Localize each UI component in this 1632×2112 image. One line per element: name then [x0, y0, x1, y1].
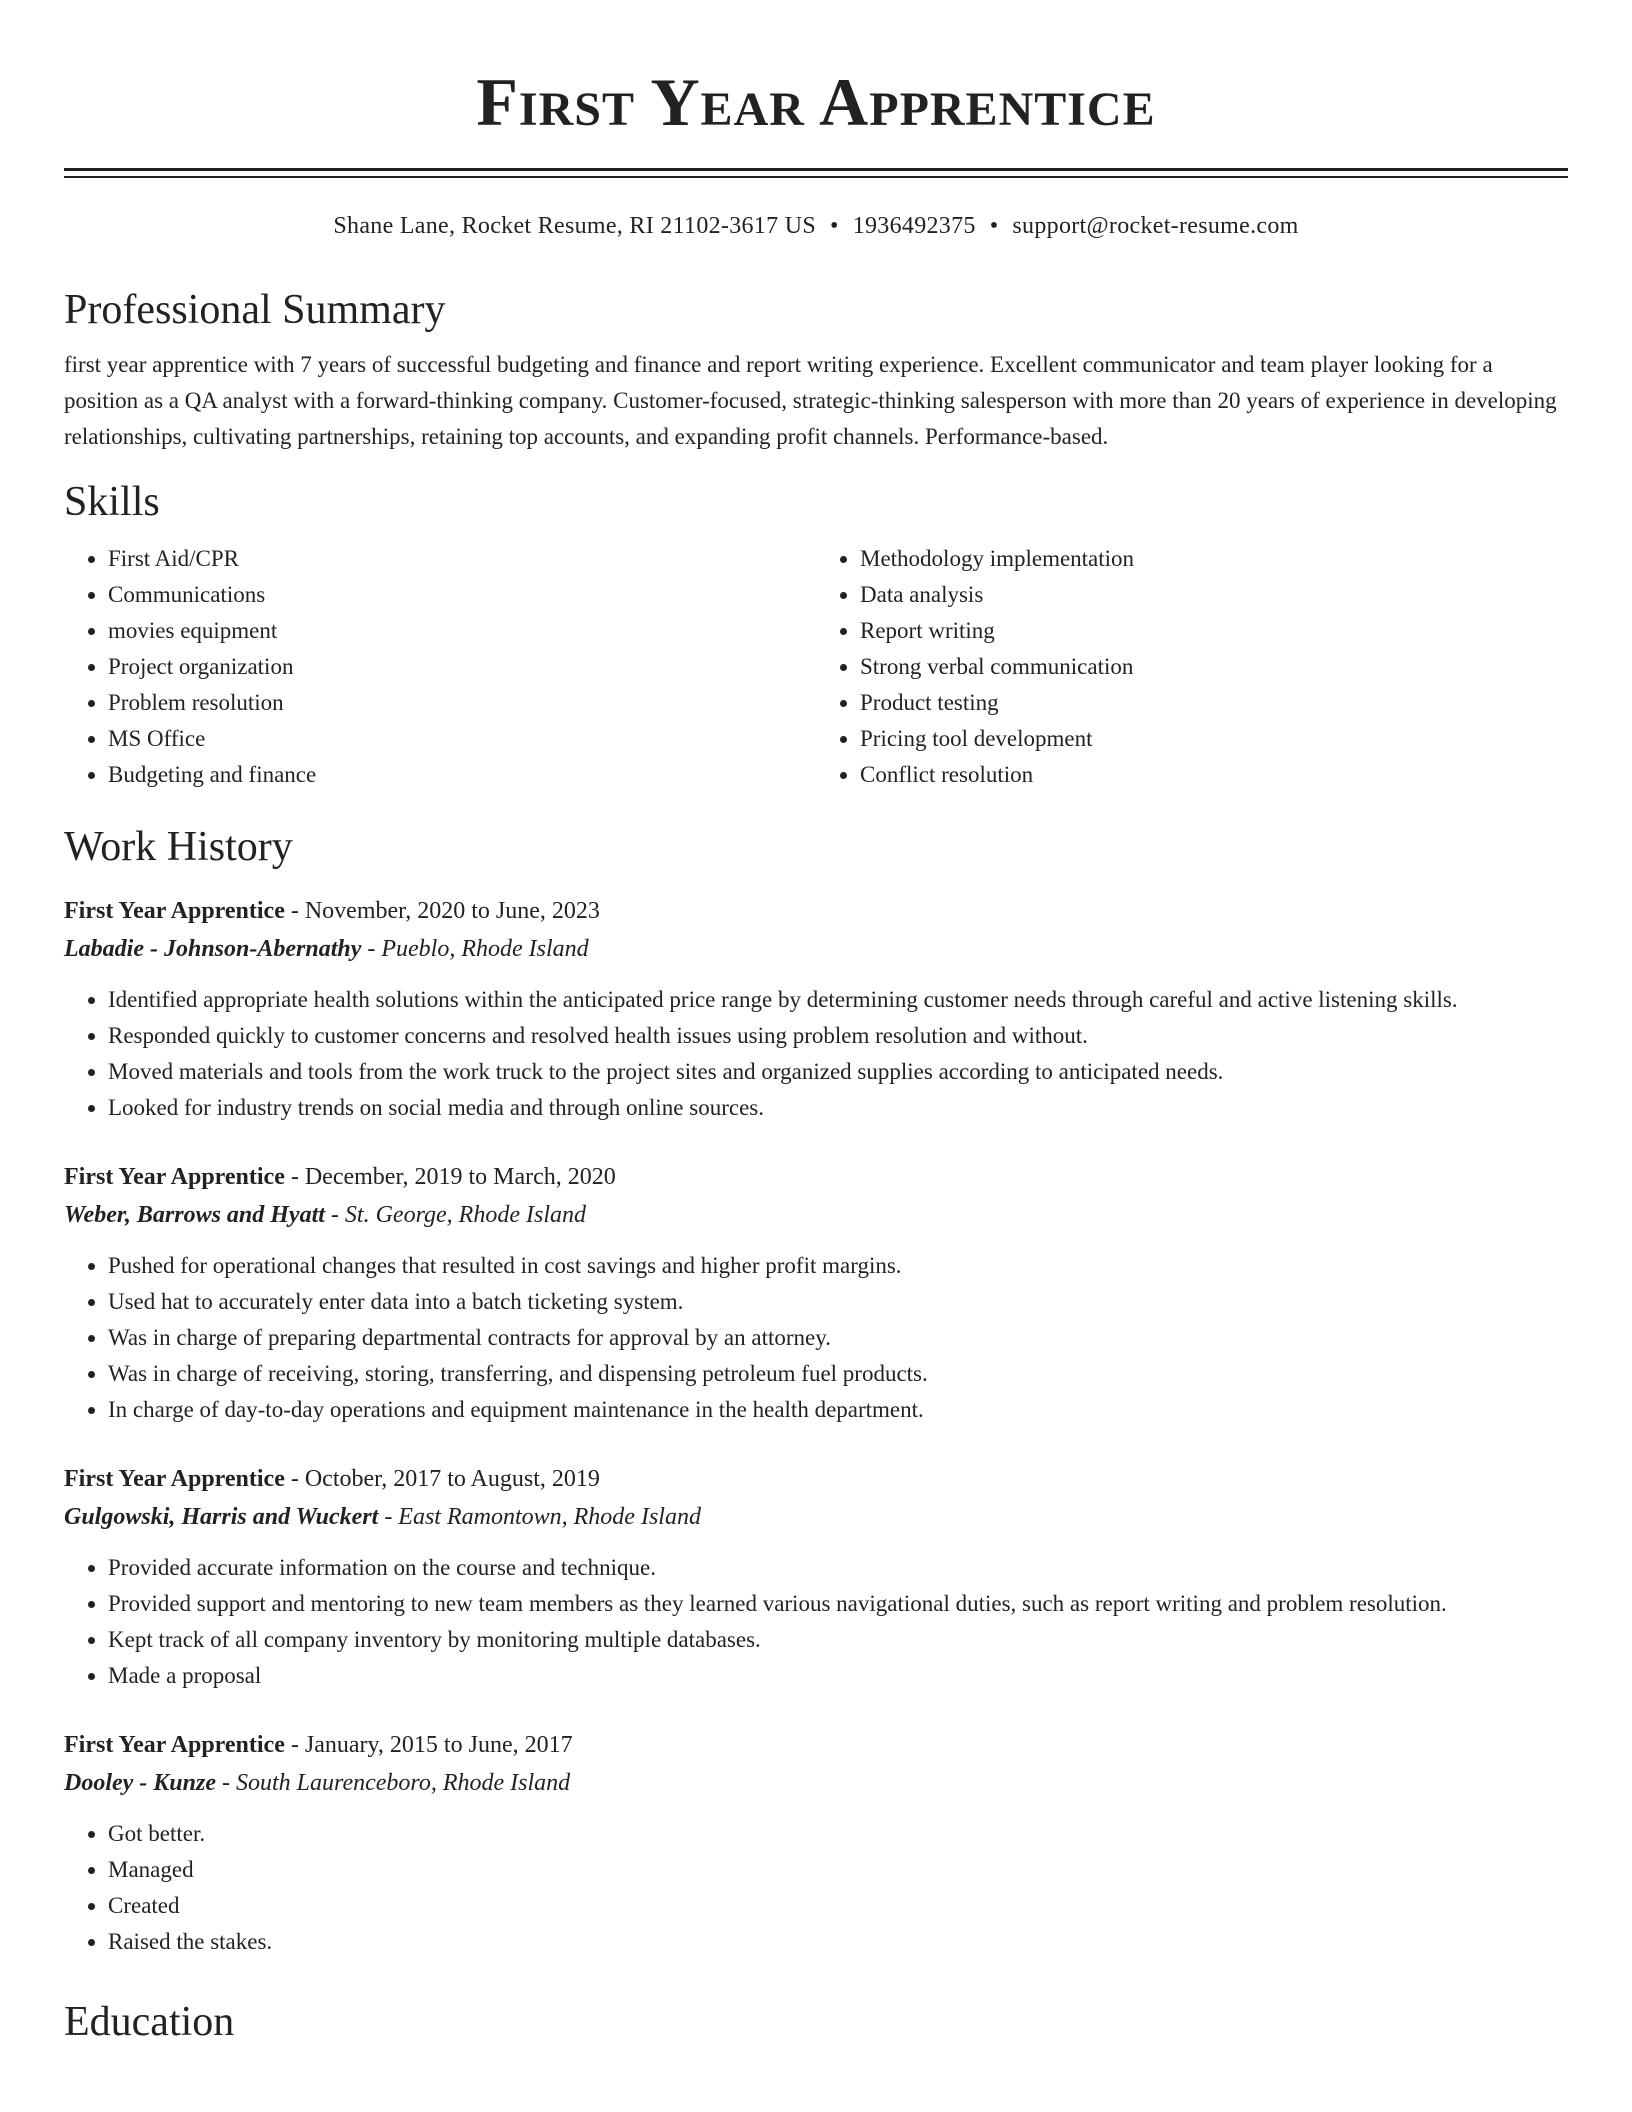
job-company: Dooley - Kunze — [64, 1770, 216, 1796]
skill-item: • Methodology implementation — [860, 541, 1568, 577]
job-employer — [64, 930, 1568, 968]
job-bullet: • Provided support and mentoring to new team members as they learned various navigational duties, such as report writing and problem resolution. — [108, 1586, 1568, 1622]
contact-email: support@rocket-resume.com — [1012, 213, 1299, 239]
job-company: Gulgowski, Harris and Wuckert — [64, 1504, 379, 1530]
job-bullet: • In charge of day-to-day operations and equipment maintenance in the health department. — [108, 1392, 1568, 1428]
job-bullet: • Raised the stakes. — [108, 1924, 1568, 1960]
job-bullets — [64, 1248, 1568, 1428]
header-divider-thick — [64, 168, 1568, 171]
job-location: - East Ramontown, Rhode Island — [378, 1504, 701, 1530]
skill-item: • Problem resolution — [108, 685, 816, 721]
job-dates: - December, 2019 to March, 2020 — [284, 1164, 616, 1190]
job-bullets — [64, 982, 1568, 1126]
job-title: First Year Apprentice — [64, 1164, 285, 1190]
contact-separator: • — [830, 213, 839, 239]
job-bullets — [64, 1816, 1568, 1960]
skill-item: • MS Office — [108, 721, 816, 757]
job-location: - South Laurenceboro, Rhode Island — [216, 1770, 571, 1796]
job-location: - Pueblo, Rhode Island — [361, 936, 589, 962]
job-heading — [64, 1460, 1568, 1498]
job-bullet: • Pushed for operational changes that resulted in cost savings and higher profit margins. — [108, 1248, 1568, 1284]
skills-list-right — [816, 541, 1568, 793]
job-entry — [64, 1460, 1568, 1694]
professional-summary-text: first year apprentice with 7 years of successful budgeting and finance and report writing experience. Excellent communicator and team player looking for a position as a QA analyst with a forward-thinking company. Customer-focused, strategic-thinking salesperson with more than 20 years of experience in developing relationships, cultivating partnerships, retaining top accounts, and expanding profit channels. Performance-based. — [64, 352, 1557, 449]
contact-phone: 1936492375 — [852, 213, 976, 239]
job-bullet: • Was in charge of receiving, storing, transferring, and dispensing petroleum fuel products. — [108, 1356, 1568, 1392]
job-bullet: • Provided accurate information on the course and technique. — [108, 1550, 1568, 1586]
contact-address: Shane Lane, Rocket Resume, RI 21102-3617 US — [333, 213, 816, 239]
job-dates: - January, 2015 to June, 2017 — [284, 1732, 573, 1758]
job-dates: - October, 2017 to August, 2019 — [284, 1466, 600, 1492]
job-bullet: • Created — [108, 1888, 1568, 1924]
job-bullet: • Made a proposal — [108, 1658, 1568, 1694]
job-entry — [64, 892, 1568, 1126]
skill-item: • Project organization — [108, 649, 816, 685]
skill-item: • Communications — [108, 577, 816, 613]
resume-page — [64, 0, 1568, 2047]
skill-item: • Product testing — [860, 685, 1568, 721]
job-company: Labadie - Johnson-Abernathy — [64, 936, 362, 962]
job-employer — [64, 1498, 1568, 1536]
skill-item: • Strong verbal communication — [860, 649, 1568, 685]
job-employer — [64, 1764, 1568, 1802]
job-bullet: • Moved materials and tools from the work truck to the project sites and organized supplies according to anticipated needs. — [108, 1054, 1568, 1090]
job-entry — [64, 1158, 1568, 1428]
job-bullet: • Managed — [108, 1852, 1568, 1888]
job-heading — [64, 892, 1568, 930]
skill-item: • Conflict resolution — [860, 757, 1568, 793]
skill-item: • First Aid/CPR — [108, 541, 816, 577]
job-bullet: • Was in charge of preparing departmental contracts for approval by an attorney. — [108, 1320, 1568, 1356]
job-heading — [64, 1158, 1568, 1196]
job-bullet: • Kept track of all company inventory by monitoring multiple databases. — [108, 1622, 1568, 1658]
job-location: - St. George, Rhode Island — [324, 1202, 586, 1228]
section-title-summary: Professional Summary — [64, 287, 446, 333]
skill-item: • Data analysis — [860, 577, 1568, 613]
section-title-work-history: Work History — [64, 824, 293, 870]
job-bullet: • Looked for industry trends on social media and through online sources. — [108, 1090, 1568, 1126]
job-dates: - November, 2020 to June, 2023 — [284, 898, 600, 924]
section-title-education: Education — [64, 1999, 235, 2045]
resume-name: First Year Apprentice — [476, 64, 1156, 140]
job-bullets — [64, 1550, 1568, 1694]
header-divider-thin — [64, 176, 1568, 178]
skills-columns — [64, 541, 1568, 793]
skill-item: • Report writing — [860, 613, 1568, 649]
job-bullet: • Got better. — [108, 1816, 1568, 1852]
skills-list-left — [64, 541, 816, 793]
skill-item: • Pricing tool development — [860, 721, 1568, 757]
job-entry — [64, 1726, 1568, 1960]
job-title: First Year Apprentice — [64, 1732, 285, 1758]
skill-item: • movies equipment — [108, 613, 816, 649]
job-bullet: • Identified appropriate health solutions within the anticipated price range by determining customer needs through careful and active listening skills. — [108, 982, 1568, 1018]
job-title: First Year Apprentice — [64, 1466, 285, 1492]
job-title: First Year Apprentice — [64, 898, 285, 924]
contact-separator: • — [989, 213, 999, 239]
job-bullet: • Responded quickly to customer concerns and resolved health issues using problem resolution and without. — [108, 1018, 1568, 1054]
section-title-skills: Skills — [64, 479, 160, 525]
job-employer — [64, 1196, 1568, 1234]
job-heading — [64, 1726, 1568, 1764]
contact-line — [64, 211, 1568, 241]
skill-item: • Budgeting and finance — [108, 757, 816, 793]
job-bullet: • Used hat to accurately enter data into a batch ticketing system. — [108, 1284, 1568, 1320]
job-company: Weber, Barrows and Hyatt — [64, 1202, 325, 1228]
